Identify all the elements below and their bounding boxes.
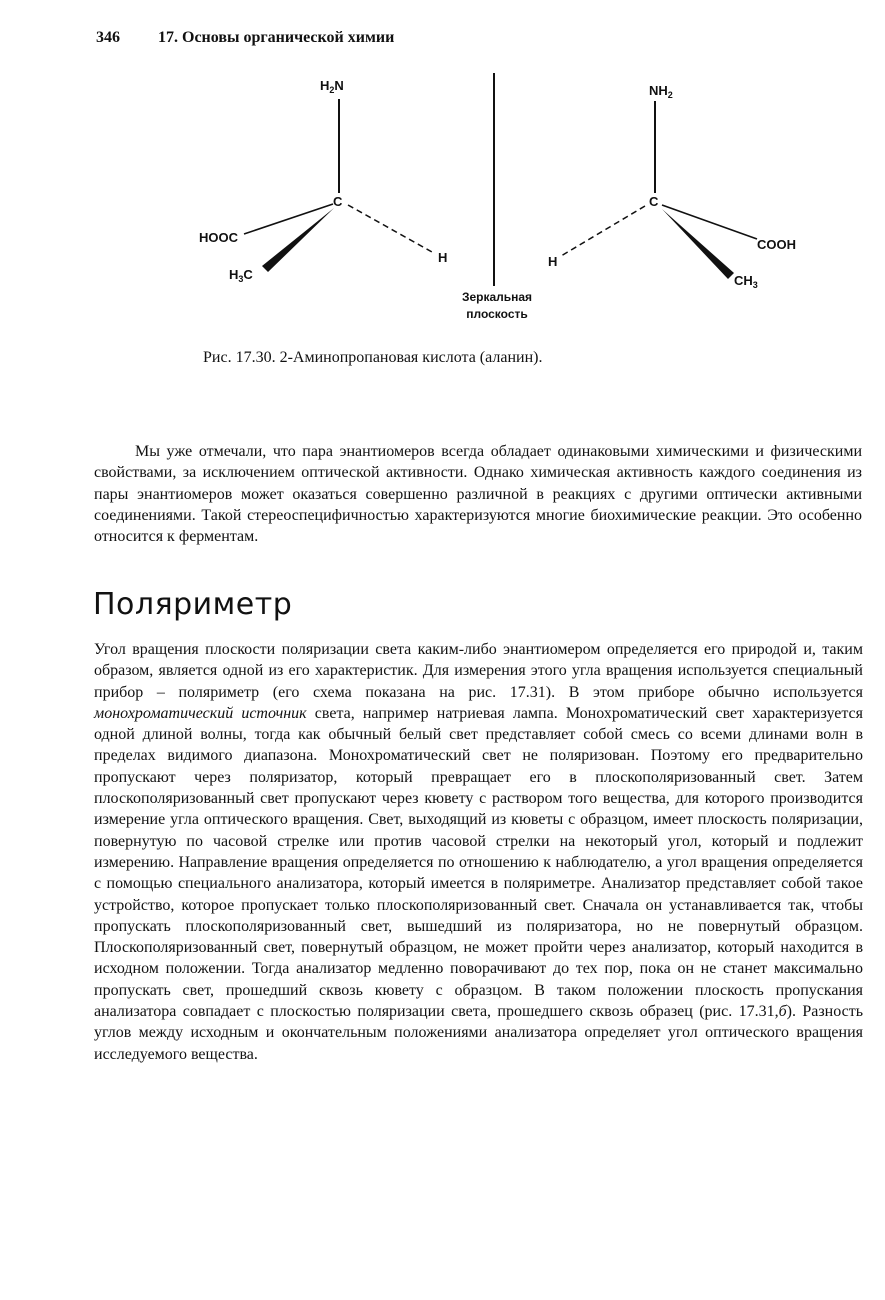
mirror-label-line2: плоскость bbox=[466, 307, 528, 321]
right-dashed-bond-c-h bbox=[561, 206, 645, 256]
text-segment-3: ). Разность углов между исходным и окончательным положениями анализатора определяет угол оптического вращения исследуемого вещества. bbox=[94, 1003, 863, 1063]
mirror-label-line1: Зеркальная bbox=[461, 290, 533, 304]
page-number: 346 bbox=[96, 29, 120, 46]
left-wedge-bond-c-ch3 bbox=[262, 208, 334, 272]
left-amino-label: $H_2N$ bbox=[320, 78, 344, 95]
paragraph-polarimeter bbox=[94, 639, 863, 1065]
text-segment-2: света, например натриевая лампа. Монохроматический свет характеризуется одной длиной волны, тогда как обычный белый свет представляет собой смесь со всеми длинами волн в пределах видимого диапазона. Монохроматический свет не поляризован. Поэтому его предварительно пропускают через поляризатор, который превращает его в плоскополяризованный свет. Затем плоскополяризованный свет пропускают через кювету с раствором того вещества, для которого производится измерение угла оптического вращения. Свет, выходящий из кюветы с образцом, имеет плоскость поляризации, повернутую по часовой стрелке или против часовой стрелки на некоторый угол, который и подлежит измерению. Направление вращения определяется по отношению к наблюдателю, а угол вращения определяется с помощью специального анализатора, который имеется в поляриметре. Анализатор представляет собой такое устройство, которое пропускает только плоскополяризованный свет. Сначала он устанавливается так, чтобы пропускать плоскополяризованный свет, вышедший из поляризатора, но не повернутый образцом. Плоскополяризованный свет, повернутый образцом, не может пройти через анализатор, который находится в исходном положении. Тогда анализатор медленно поворачивают до тех пор, пока он не станет максимально пропускать свет, прошедший сквозь кювету с образцом. В таком положении плоскость пропускания анализатора совпадает с плоскостью поляризации света, прошедшего сквозь образец (рис. 17.31, bbox=[94, 704, 864, 1021]
mirror-plane-label bbox=[447, 289, 547, 323]
italic-figure-ref: б bbox=[778, 1003, 787, 1021]
chapter-title: 17. Основы органической химии bbox=[158, 29, 395, 46]
left-carboxyl-label: HOOC bbox=[199, 230, 238, 245]
left-carbon-label: C bbox=[333, 194, 343, 209]
right-methyl-label: $CH_3$ bbox=[734, 273, 758, 290]
left-bond-c-cooh bbox=[244, 204, 333, 234]
italic-term: монохроматический источник bbox=[94, 704, 307, 722]
right-carboxyl-label: COOH bbox=[757, 237, 796, 252]
figure-caption: Рис. 17.30. 2-Аминопропановая кислота (аланин). bbox=[203, 349, 543, 366]
alanine-enantiomers-figure bbox=[0, 0, 885, 340]
text-segment-1: Угол вращения плоскости поляризации света каким-либо энантиомером определяется его природой и, таким образом, является одной из его характеристик. Для измерения этого угла вращения используется специальный прибор – поляриметр (его схема показана на рис. 17.31). В этом приборе обычно используется bbox=[94, 641, 863, 701]
right-amino-label: $NH_2$ bbox=[649, 83, 673, 100]
right-carbon-label: C bbox=[649, 194, 659, 209]
section-title: Поляриметр bbox=[93, 587, 293, 622]
left-hydrogen-label: H bbox=[438, 250, 448, 265]
left-dashed-bond-c-h bbox=[348, 205, 432, 252]
paragraph-enantiomers: Мы уже отмечали, что пара энантиомеров всегда обладает одинаковыми химическими и физическими свойствами, за исключением оптической активности. Однако химическая активность каждого соединения из пары энантиомеров может оказаться совершенно различной в реакциях с другими оптически активными соединениями. Такой стереоспецифичностью характеризуются многие биохимические реакции. Это особенно относится к ферментам. bbox=[94, 443, 862, 546]
right-wedge-bond-c-ch3 bbox=[662, 209, 734, 279]
left-methyl-label: $H_3C$ bbox=[229, 267, 253, 284]
right-hydrogen-label: H bbox=[548, 254, 558, 269]
